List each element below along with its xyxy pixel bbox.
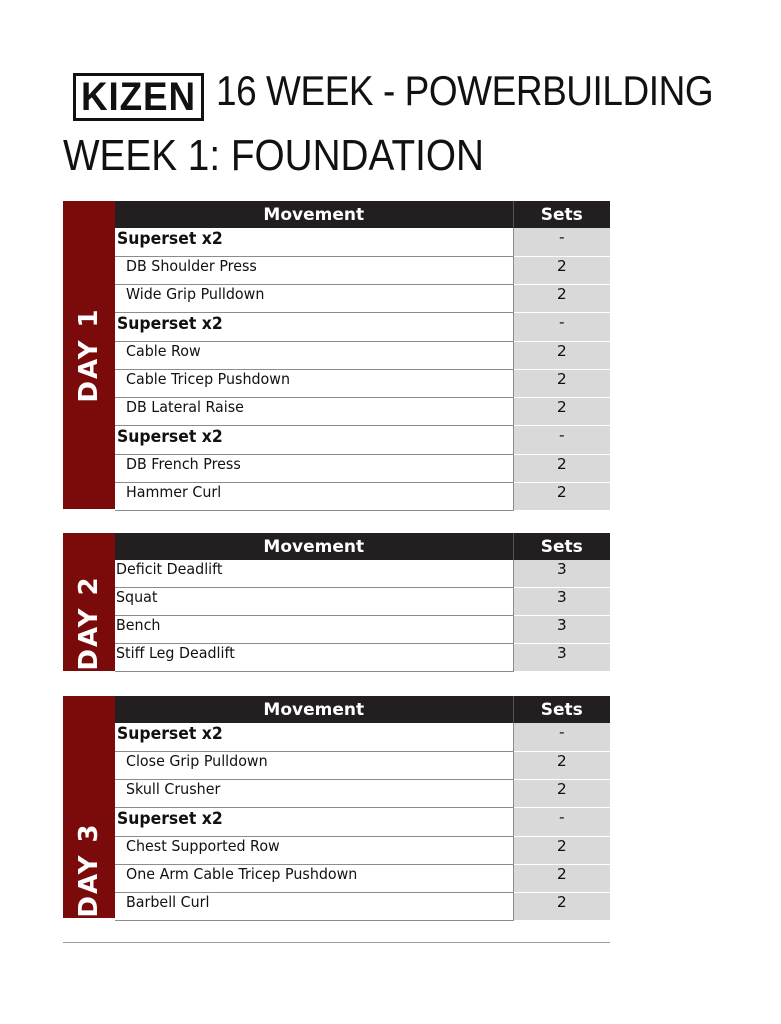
week-title: WEEK 1: FOUNDATION (63, 131, 484, 180)
movement-column-header: Movement (115, 201, 513, 228)
table-row (115, 644, 610, 672)
superset-label: Superset x2 (115, 228, 513, 257)
day-1-label: DAY 1 (74, 307, 104, 403)
table-row (115, 228, 610, 257)
sets-value: 3 (513, 560, 610, 588)
movement-name: Close Grip Pulldown (115, 752, 513, 780)
sets-column-header: Sets (513, 696, 610, 723)
sets-value: - (513, 228, 610, 257)
day-2-table (115, 533, 610, 672)
sets-column-header: Sets (513, 533, 610, 560)
bottom-divider (63, 942, 610, 943)
sets-value: - (513, 313, 610, 342)
movement-column-header: Movement (115, 696, 513, 723)
movement-name: DB French Press (115, 455, 513, 483)
movement-name: Squat (115, 588, 513, 616)
table-row (115, 616, 610, 644)
table-row (115, 285, 610, 313)
table-row (115, 257, 610, 285)
sets-value: 2 (513, 398, 610, 426)
day-1-band (63, 201, 115, 509)
day-1-table (115, 201, 610, 511)
table-row (115, 893, 610, 921)
movement-name: Barbell Curl (115, 893, 513, 921)
movement-name: Wide Grip Pulldown (115, 285, 513, 313)
movement-name: Deficit Deadlift (115, 560, 513, 588)
day-3-band (63, 696, 115, 918)
logo-text: KIZEN (81, 75, 196, 119)
day-2-block (63, 533, 610, 671)
movement-name: Hammer Curl (115, 483, 513, 511)
sets-value: 3 (513, 616, 610, 644)
sets-value: 2 (513, 370, 610, 398)
sets-value: 2 (513, 780, 610, 808)
sets-column-header: Sets (513, 201, 610, 228)
table-row (115, 455, 610, 483)
sets-value: 2 (513, 257, 610, 285)
movement-name: DB Shoulder Press (115, 257, 513, 285)
movement-name: Cable Tricep Pushdown (115, 370, 513, 398)
table-row (115, 483, 610, 511)
table-header-row (115, 533, 610, 560)
table-row (115, 752, 610, 780)
sets-value: 2 (513, 893, 610, 921)
kizen-logo (73, 73, 204, 121)
movement-name: Stiff Leg Deadlift (115, 644, 513, 672)
sets-value: 2 (513, 285, 610, 313)
movement-name: Skull Crusher (115, 780, 513, 808)
table-row (115, 808, 610, 837)
sets-value: 2 (513, 837, 610, 865)
table-row (115, 426, 610, 455)
table-row (115, 865, 610, 893)
movement-name: Cable Row (115, 342, 513, 370)
table-row (115, 837, 610, 865)
movement-column-header: Movement (115, 533, 513, 560)
program-title: 16 WEEK - POWERBUILDING (216, 67, 714, 114)
movement-name: Bench (115, 616, 513, 644)
day-1-block (63, 201, 610, 509)
table-row (115, 398, 610, 426)
sets-value: 2 (513, 865, 610, 893)
superset-label: Superset x2 (115, 426, 513, 455)
sets-value: 3 (513, 588, 610, 616)
sets-value: 2 (513, 752, 610, 780)
superset-label: Superset x2 (115, 808, 513, 837)
sets-value: 2 (513, 483, 610, 511)
superset-label: Superset x2 (115, 313, 513, 342)
sets-value: - (513, 426, 610, 455)
table-row (115, 780, 610, 808)
day-2-label: DAY 2 (74, 575, 104, 671)
table-header-row (115, 201, 610, 228)
day-2-band (63, 533, 115, 671)
table-row (115, 588, 610, 616)
sets-value: 2 (513, 455, 610, 483)
movement-name: DB Lateral Raise (115, 398, 513, 426)
day-3-label: DAY 3 (74, 822, 104, 918)
superset-label: Superset x2 (115, 723, 513, 752)
table-row (115, 723, 610, 752)
movement-name: Chest Supported Row (115, 837, 513, 865)
sets-value: - (513, 808, 610, 837)
table-header-row (115, 696, 610, 723)
day-3-block (63, 696, 610, 918)
table-row (115, 560, 610, 588)
table-row (115, 313, 610, 342)
sets-value: - (513, 723, 610, 752)
table-row (115, 370, 610, 398)
table-row (115, 342, 610, 370)
day-3-table (115, 696, 610, 921)
sets-value: 2 (513, 342, 610, 370)
sets-value: 3 (513, 644, 610, 672)
movement-name: One Arm Cable Tricep Pushdown (115, 865, 513, 893)
